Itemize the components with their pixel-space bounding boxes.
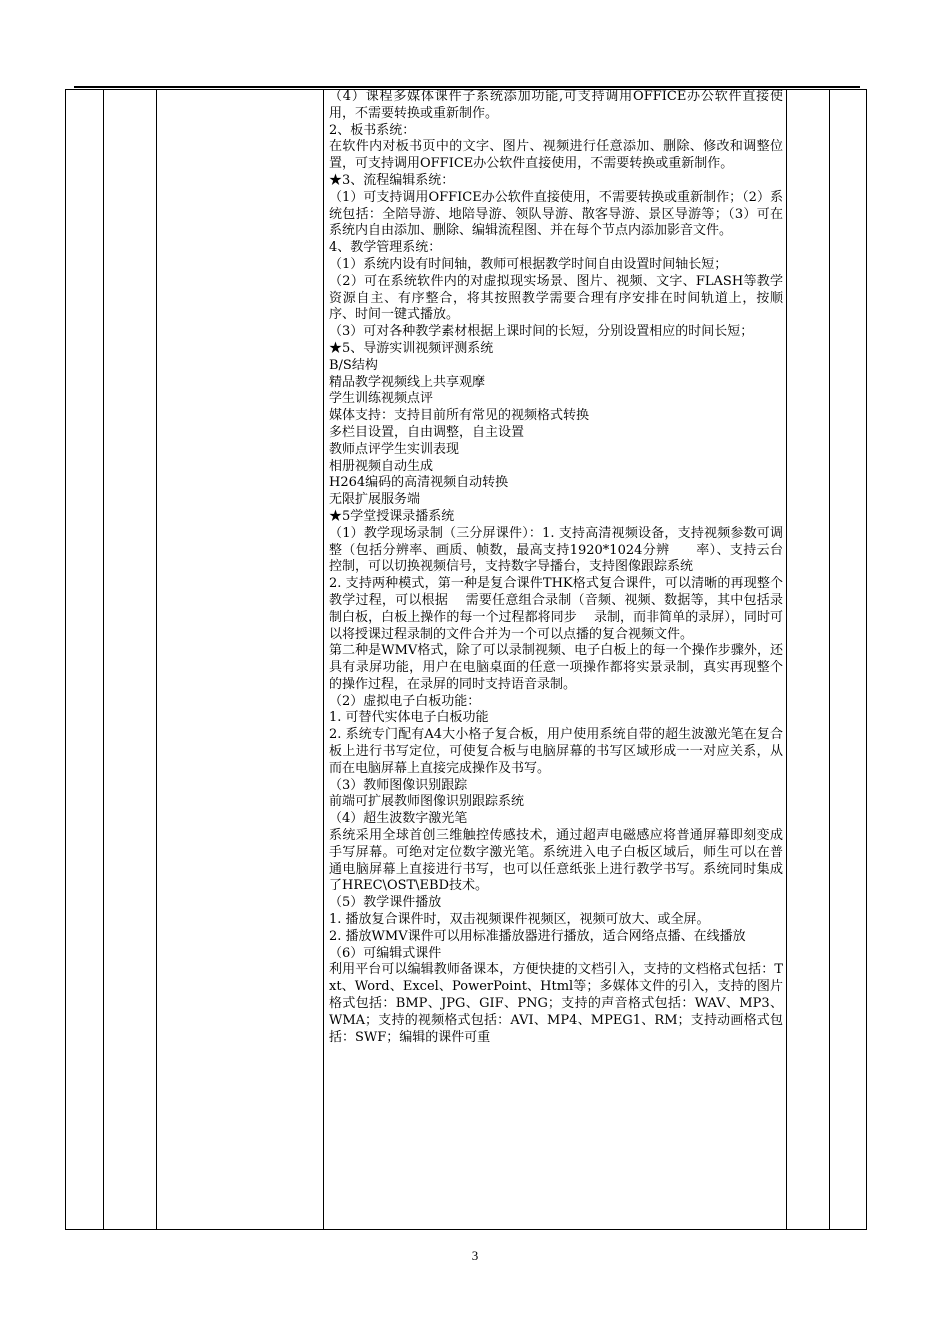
paragraph: 教师点评学生实训表现 [329, 441, 460, 457]
page-number: 3 [471, 1248, 479, 1263]
paragraph: 相册视频自动生成 [329, 458, 434, 474]
paragraph: ★3、流程编辑系统： [329, 172, 455, 188]
paragraph: 2. 系统专门配有A4大小格子复合板，用户使用系统自带的超生波激光笔在复合板上进行书写定位，可使复合板与电脑屏幕的书写区域形成一一对应关系，从而在电脑屏幕上直接完成操作及书写。 [329, 727, 783, 776]
paragraph: （1）可支持调用OFFICE办公软件直接使用，不需要转换或重新制作；（2）系统包括：全陪导游、地陪导游、领队导游、散客导游、景区导游等；（3）可在系统内自由添加、删除、编辑流程图、并在每个节点内添加影音文件。 [329, 189, 783, 239]
paragraph: H264编码的高清视频自动转换 [329, 475, 509, 491]
column-divider [786, 90, 787, 1229]
paragraph: 2. 支持两种模式，第一种是复合课件THK格式复合课件，可以清晰的再现整个教学过程，可以根据 需要任意组合录制（音频、视频、数据等，其中包括录制白板，白板上操作的每一个过程都将同步 录制，而非简单的录屏），同时可以将授课过程录制的文件合并为一个可以点播的复合视频文件。 [329, 576, 783, 642]
paragraph: 第二种是WMV格式，除了可以录制视频、电子白板上的每一个操作步骤外，还具有录屏功能，用户在电脑桌面的任意一项操作都将实景录制，真实再现整个的操作过程，在录屏的同时支持语音录制。 [329, 643, 783, 692]
paragraph: 学生训练视频点评 [329, 391, 434, 407]
paragraph: （2）虚拟电子白板功能： [329, 693, 481, 709]
paragraph: 2. 播放WMV课件可以用标准播放器进行播放，适合网络点播、在线播放 [329, 928, 746, 944]
paragraph: （1）系统内设有时间轴，教师可根据教学时间自由设置时间轴长短； [329, 256, 728, 272]
paragraph: 1. 播放复合课件时，双击视频课件视频区，视频可放大、或全屏。 [329, 912, 710, 928]
paragraph: 2、板书系统： [329, 122, 416, 138]
header-rule [74, 86, 860, 88]
paragraph: ★5学堂授课录播系统 [329, 508, 455, 524]
paragraph: 利用平台可以编辑教师备课本，方便快捷的文档引入，支持的文档格式包括：Txt、Word、Excel、PowerPoint、Html等；多媒体文件的引入，支持的图片格式包括：BMP、JPG、GIF、PNG；支持的声音格式包括：WAV、MP3、WMA；支持的视频格式包括：AVI、MP4、MPEG1、RM；支持动画格式包括：SWF；编辑的课件可重 [329, 962, 783, 1045]
paragraph: 多栏目设置，自由调整，自主设置 [329, 424, 525, 440]
paragraph: 无限扩展服务端 [329, 492, 421, 508]
paragraph: 1. 可替代实体电子白板功能 [329, 710, 489, 726]
paragraph: （4）超生波数字激光笔 [329, 811, 468, 827]
paragraph: （5）教学课件播放 [329, 895, 442, 911]
paragraph: （2）可在系统软件内的对虚拟现实场景、图片、视频、文字、FLASH等教学资源自主、有序整合，将其按照教学需要合理有序安排在时间轨道上，按顺序、时间一键式播放。 [329, 273, 783, 323]
paragraph: 前端可扩展教师图像识别跟踪系统 [329, 794, 525, 810]
column-divider [103, 90, 104, 1229]
spec-description-cell [329, 89, 783, 1230]
paragraph: B/S结构 [329, 357, 378, 373]
paragraph: ★5、导游实训视频评测系统 [329, 340, 494, 356]
paragraph: （3）可对各种教学素材根据上课时间的长短，分别设置相应的时间长短； [329, 324, 754, 340]
column-divider [323, 90, 324, 1229]
paragraph: 4、教学管理系统： [329, 240, 442, 256]
paragraph: 在软件内对板书页中的文字、图片、视频进行任意添加、删除、修改和调整位置，可支持调用OFFICE办公软件直接使用，不需要转换或重新制作。 [329, 139, 783, 172]
paragraph: 系统采用全球首创三维触控传感技术，通过超声电磁感应将普通屏幕即刻变成手写屏幕。可绝对定位数字激光笔。系统进入电子白板区域后，师生可以在普通电脑屏幕上直接进行书写，也可以任意纸张上进行教学书写。系统同时集成了HREC\OST\EBD技术。 [329, 828, 783, 894]
column-divider [156, 90, 157, 1229]
column-divider [829, 90, 830, 1229]
paragraph: 精品教学视频线上共享观摩 [329, 374, 486, 390]
paragraph: （1）教学现场录制（三分屏课件）：1. 支持高清视频设备，支持视频参数可调整（包括分辨率、画质、帧数，最高支持1920*1024分辨 率）、支持云台控制，可以切换视频信号，支持数字导播台，支持图像跟踪系统 [329, 525, 783, 575]
paragraph: （3）教师图像识别跟踪 [329, 777, 468, 793]
paragraph: 媒体支持：支持目前所有常见的视频格式转换 [329, 408, 590, 424]
paragraph: （6）可编辑式课件 [329, 945, 442, 961]
paragraph: （4）课程多媒体课件子系统添加功能,可支持调用OFFICE办公软件直接使用，不需要转换或重新制作。 [329, 89, 783, 121]
